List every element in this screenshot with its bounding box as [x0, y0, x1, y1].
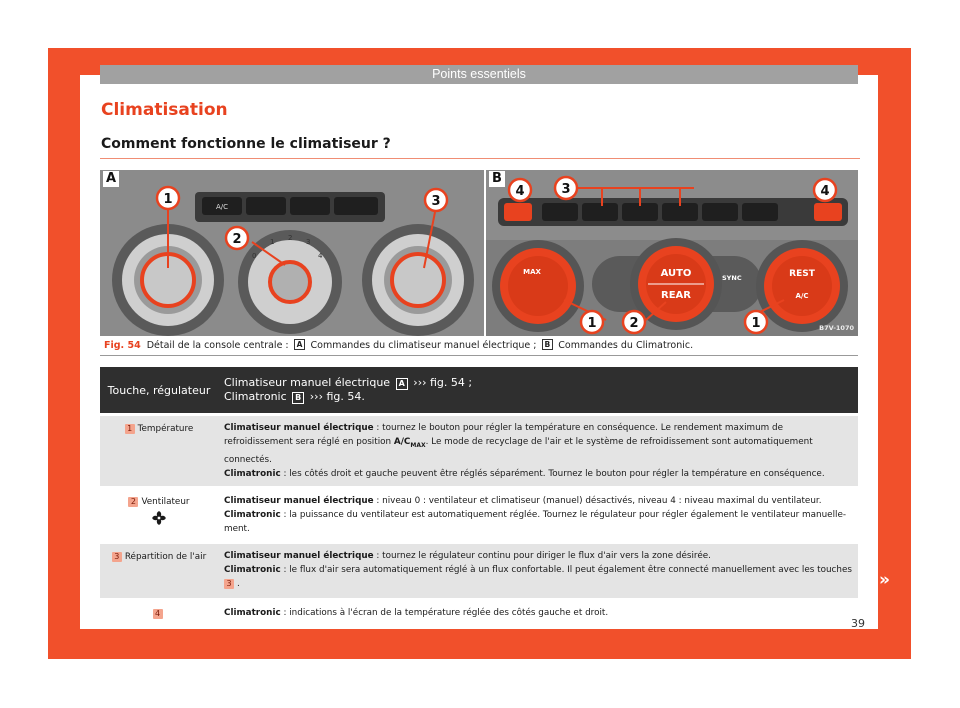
- row-label-fan: 2 Ventilateur: [100, 489, 218, 541]
- air-distribution-knob[interactable]: [392, 254, 444, 306]
- svg-text:2: 2: [288, 234, 293, 242]
- section-header: Points essentiels: [100, 65, 858, 84]
- caption-ref-b: B: [542, 339, 554, 350]
- svg-text:2: 2: [232, 232, 242, 247]
- row-label-display: 4: [100, 601, 218, 628]
- svg-text:1: 1: [163, 192, 173, 207]
- row-desc-display: Climatronic : indications à l'écran de la température réglée des côtés gauche et droit.: [218, 601, 858, 628]
- ac-button-label: A/C: [215, 203, 229, 211]
- table-header: [100, 367, 858, 413]
- panel-b-climatronic: [486, 170, 858, 336]
- page-number: 39: [851, 617, 865, 630]
- svg-text:4: 4: [820, 184, 830, 199]
- page-title: Climatisation: [101, 100, 228, 120]
- row-desc-air-distribution: Climatiseur manuel électrique : tournez le régulateur continu pour diriger le flux d'air vers la zone désirée. Climatronic : le flux d'air sera automatiquement réglé à un flux confortable. Il peut également être connecté manuellement avec les touches 3 .: [218, 544, 858, 598]
- manual-page: [80, 67, 878, 630]
- continued-marker: »: [879, 570, 890, 590]
- fan-icon: [152, 511, 166, 525]
- panel-a-manual-ac: [100, 170, 484, 336]
- air-upper-button[interactable]: [582, 203, 618, 221]
- max-label: MAX: [523, 268, 541, 276]
- svg-text:3: 3: [431, 194, 441, 209]
- page-frame: [48, 48, 911, 659]
- row-label-temperature: 1 Température: [100, 416, 218, 486]
- svg-text:2: 2: [629, 316, 639, 331]
- table-row: [100, 416, 858, 486]
- row-label-air-distribution: 3 Répartition de l'air: [100, 544, 218, 598]
- figure-caption: Fig. 54 Détail de la console centrale : A Commandes du climatiseur manuel électrique ; B Commandes du Climatronic.: [100, 337, 858, 356]
- left-temp-display: [504, 203, 532, 221]
- svg-text:0: 0: [252, 252, 257, 260]
- svg-text:3: 3: [306, 238, 311, 246]
- row-desc-fan: Climatiseur manuel électrique : niveau 0 : ventilateur et climatiseur (manuel) désactivés, niveau 4 : niveau maximal du ventilateur. Climatronic : la puissance du ventilateur est automatiquement réglée. Tournez le régulateur pour régler également le ventilateur manuelle-ment.: [218, 489, 858, 541]
- svg-text:3: 3: [561, 182, 571, 197]
- controls-table: [100, 367, 858, 628]
- sync-label: SYNC: [722, 274, 742, 282]
- ac-b-label: A/C: [795, 292, 809, 300]
- table-row: [100, 601, 858, 628]
- rear-defrost-button[interactable]: [246, 197, 286, 215]
- svg-text:1: 1: [270, 238, 275, 246]
- table-row: [100, 489, 858, 541]
- figure-54: [100, 170, 858, 355]
- manual-ac-illustration: [100, 170, 484, 336]
- recirculation-b-button[interactable]: [702, 203, 738, 221]
- seat-heat-left-button[interactable]: [542, 203, 578, 221]
- svg-text:1: 1: [587, 316, 597, 331]
- caption-ref-a: A: [294, 339, 306, 350]
- row-desc-temperature: Climatiseur manuel électrique : tournez le bouton pour régler la température en conséquence. Le rendement maximum de refroidissement sera réglé en position $A/C_{MAX}$. Le mode de recyclage de l'air et le système de refroidissement sont automatiquement connectés. Climatronic : les côtés droit et gauche peuvent être réglés séparément. Tournez le bouton pour régler la température en conséquence.: [218, 416, 858, 486]
- rest-label: REST: [789, 269, 815, 279]
- climatronic-illustration: [486, 170, 858, 336]
- svg-text:4: 4: [515, 184, 525, 199]
- figure-number: Fig. 54: [104, 340, 141, 351]
- figure-code: B7V-1070: [819, 324, 854, 332]
- fan-knob[interactable]: [270, 262, 310, 302]
- front-defrost-button[interactable]: [290, 197, 330, 215]
- panel-b-label: B: [489, 171, 505, 187]
- auto-label: AUTO: [660, 268, 692, 279]
- header-control: Touche, régulateur: [100, 367, 218, 413]
- header-description: Climatiseur manuel électrique A ››› fig. 54 ; Climatronic B ››› fig. 54.: [218, 367, 858, 413]
- seat-heat-right-button[interactable]: [742, 203, 778, 221]
- right-temp-display: [814, 203, 842, 221]
- title-rule: [100, 158, 860, 159]
- table-row: [100, 544, 858, 598]
- svg-text:1: 1: [751, 316, 761, 331]
- recirculation-button[interactable]: [334, 197, 378, 215]
- page-subtitle: Comment fonctionne le climatiseur ?: [101, 136, 391, 152]
- svg-text:4: 4: [318, 252, 323, 260]
- rear-label: REAR: [661, 290, 691, 301]
- panel-a-label: A: [103, 171, 119, 187]
